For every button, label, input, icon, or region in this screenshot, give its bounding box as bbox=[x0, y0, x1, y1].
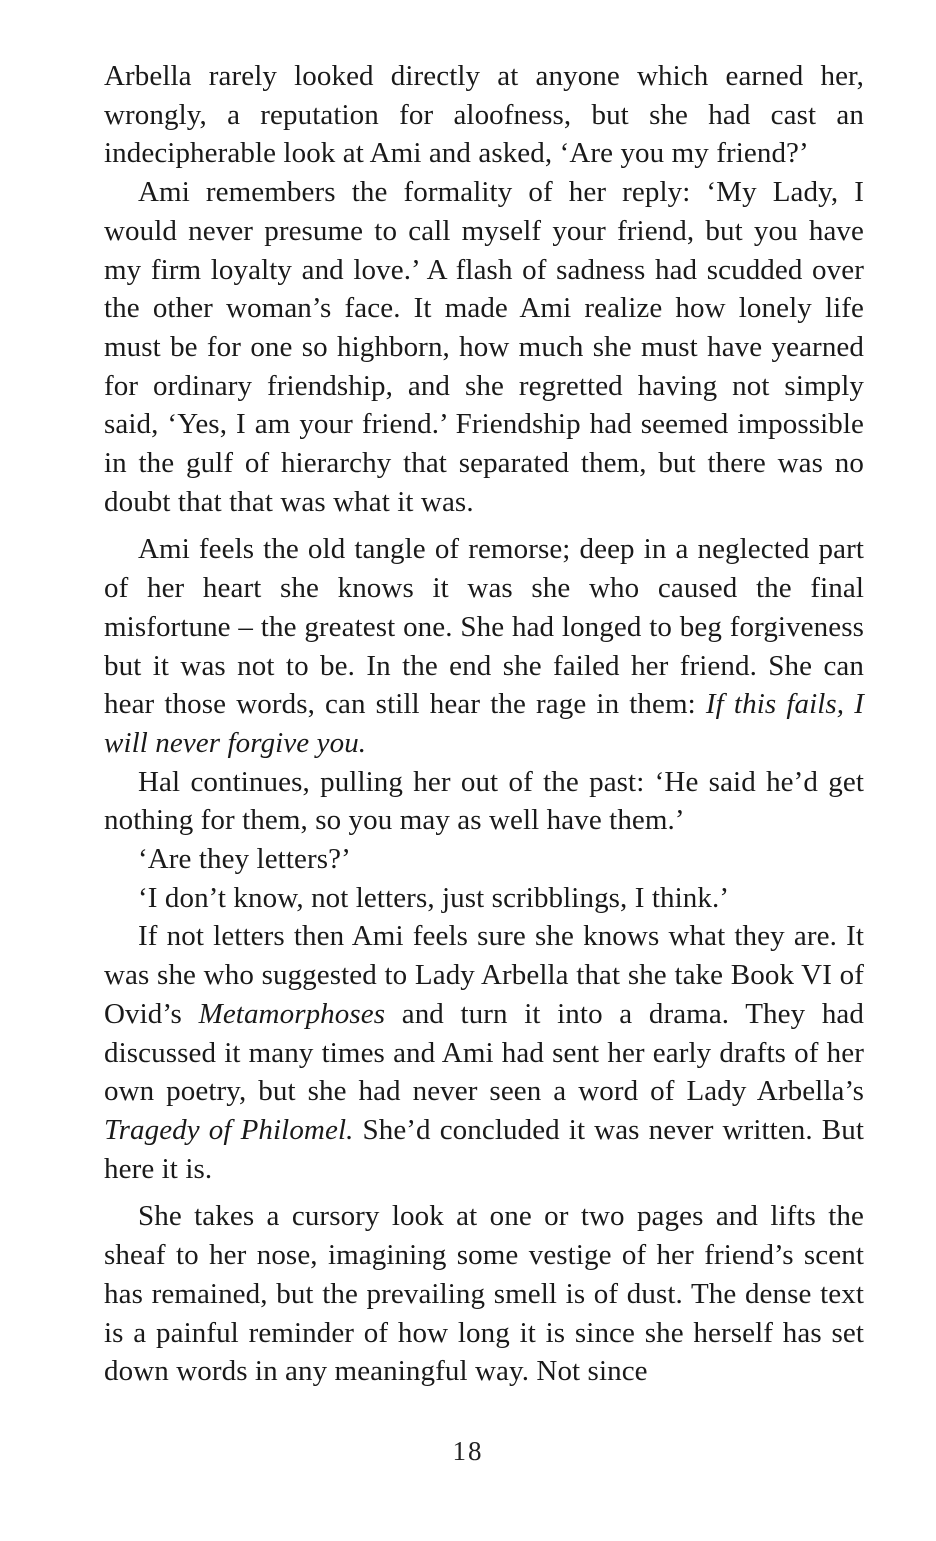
paragraph bbox=[104, 1197, 864, 1391]
text-segment: Ami feels the old tangle of remorse; deep in a neglected part of her heart she knows it was she who caused the final misfortune – the greatest one. She had longed to beg forgiveness but it was not to be. In the end she failed her friend. She can hear those words, can still hear the rage in them: bbox=[104, 533, 864, 721]
page-body-text bbox=[104, 57, 864, 1391]
text-segment: ‘I don’t know, not letters, just scribblings, I think.’ bbox=[138, 881, 730, 914]
paragraph bbox=[104, 57, 864, 173]
paragraph bbox=[104, 879, 864, 918]
text-segment: If not letters then Ami feels sure she knows what they are. It was she who suggested to Lady Arbella that she take Book VI of Ovid’s bbox=[104, 920, 864, 1030]
paragraph bbox=[104, 763, 864, 840]
text-segment: Hal continues, pulling her out of the past: ‘He said he’d get nothing for them, so you may as well have them.’ bbox=[104, 765, 864, 837]
italic-text-segment: If this fails, I will never forgive you. bbox=[104, 688, 864, 759]
italic-text-segment: Metamorphoses bbox=[198, 997, 386, 1030]
paragraph bbox=[104, 840, 864, 879]
paragraph bbox=[104, 173, 864, 521]
text-segment: Arbella rarely looked directly at anyone which earned her, wrongly, a reputation for aloofness, but she had cast an indecipherable look at Ami and asked, ‘Are you my friend?’ bbox=[104, 60, 864, 170]
page-number: 18 bbox=[452, 1436, 484, 1466]
italic-text-segment: Tragedy of Philomel. bbox=[104, 1113, 354, 1146]
paragraph bbox=[104, 530, 864, 762]
text-segment: ‘Are they letters?’ bbox=[138, 843, 351, 876]
text-segment: She’d concluded it was never written. But here it is. bbox=[104, 1113, 864, 1185]
text-segment: and turn it into a drama. They had discussed it many times and Ami had sent her early drafts of her own poetry, but she had never seen a word of Lady Arbella’s bbox=[104, 997, 865, 1108]
paragraph bbox=[104, 917, 864, 1188]
text-segment: Ami remembers the formality of her reply: ‘My Lady, I would never presume to call myself your friend, but you have my firm loyalty and love.’ A flash of sadness had scudded over the other woman’s face. It made Ami realize how lonely life must be for one so highborn, how much she must have yearned for ordinary friendship, and she regretted having not simply said, ‘Yes, I am your friend.’ Friendship had seemed impossible in the gulf of hierarchy that separated them, but there was no doubt that that was what it was. bbox=[104, 176, 864, 518]
text-segment: She takes a cursory look at one or two pages and lifts the sheaf to her nose, imagining some vestige of her friend’s scent has remained, but the prevailing smell is of dust. The dense text is a painful reminder of how long it is since she herself has set down words in any meaningful way. Not since bbox=[104, 1200, 864, 1388]
